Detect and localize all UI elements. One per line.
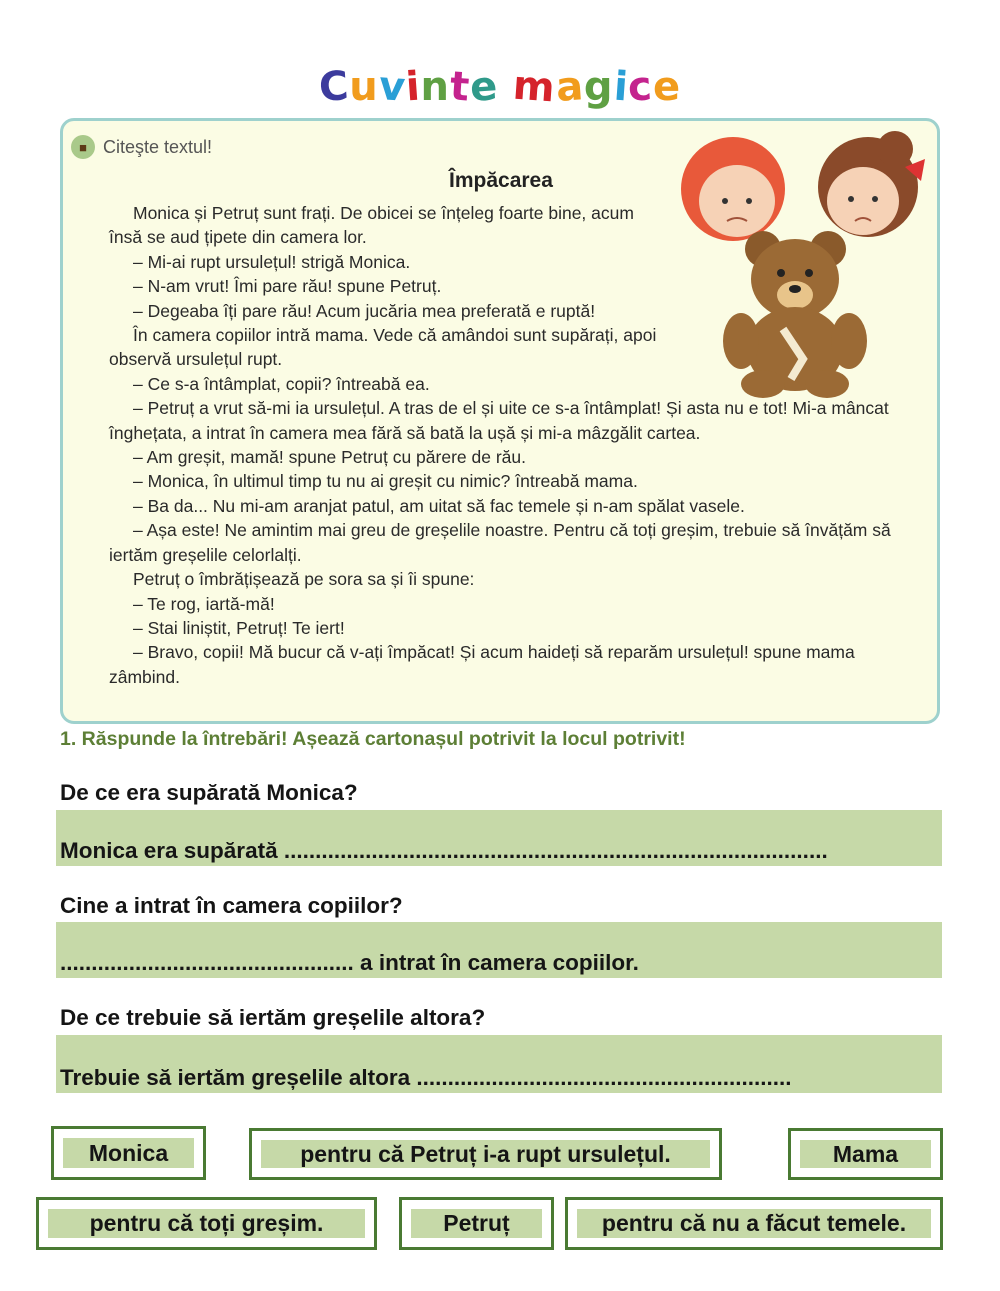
- title-letter: g: [583, 64, 614, 110]
- card-mama[interactable]: [788, 1128, 943, 1180]
- card-label: pentru că toți greșim.: [48, 1209, 365, 1238]
- title-letter: C: [317, 62, 351, 112]
- story-paragraph: În camera copiilor intră mama. Vede că amândoi sunt supărați, apoi observă ursulețul rupt.: [109, 325, 657, 370]
- title-letter: e: [468, 63, 500, 111]
- title-letter: e: [652, 64, 682, 110]
- story-paragraph: – Bravo, copii! Mă bucur că v-ați împăcat! Și acum haideți să reparăm ursulețul! spune mama zâmbind.: [109, 642, 855, 687]
- card-label: pentru că nu a făcut temele.: [577, 1209, 931, 1238]
- reading-label-text: Citeşte textul!: [103, 136, 213, 157]
- story-paragraph: – Petruț a vrut să-mi ia ursulețul. A tras de el și uite ce s-a întâmplat! Și asta nu e tot! Mi-a mâncat înghețata, a intrat în camera mea fără să bată la ușă și mi-a mâzgălit cartea.: [109, 398, 889, 443]
- title-letter: c: [626, 63, 655, 111]
- story-paragraph: – Așa este! Ne amintim mai greu de greșelile noastre. Pentru că toți greșim, trebuie să învățăm să iertăm greșelile celorlalți.: [109, 520, 891, 565]
- reading-panel: [60, 118, 940, 724]
- answer-slot-3[interactable]: Trebuie să iertăm greșelile altora ............................................................: [56, 1035, 942, 1093]
- story-paragraph: – Stai liniștit, Petruț! Te iert!: [133, 617, 345, 638]
- story-paragraph: – Ce s-a întâmplat, copii? întreabă ea.: [133, 373, 430, 394]
- title-letter: t: [448, 63, 472, 111]
- page-title: [0, 64, 1000, 110]
- title-letter: i: [404, 63, 423, 111]
- story-paragraph: – Ba da... Nu mi-am aranjat patul, am uitat să fac temele și n-am spălat vasele.: [133, 495, 745, 516]
- story-paragraph: – Degeaba îți pare rău! Acum jucăria mea preferată e ruptă!: [133, 300, 596, 321]
- story-title: Împăcarea: [449, 169, 553, 192]
- title-letter: n: [420, 64, 450, 110]
- title-letter: u: [349, 64, 379, 110]
- card-teddy-reason[interactable]: [249, 1128, 722, 1180]
- card-label: Petruț: [411, 1209, 542, 1238]
- story-paragraph: Monica și Petruț sunt frați. De obicei se înțeleg foarte bine, acum însă se aud țipete din camera lor.: [109, 203, 634, 248]
- answer-slot-2[interactable]: ............................................... a intrat în camera copiilor.: [56, 922, 942, 978]
- story-paragraph: – Am greșit, mamă! spune Petruț cu părere de rău.: [133, 447, 526, 468]
- title-letter: a: [554, 63, 586, 111]
- story-paragraph: – N-am vrut! Îmi pare rău! spune Petruț.: [133, 276, 442, 297]
- title-letter: i: [611, 63, 630, 111]
- card-label: pentru că Petruț i-a rupt ursulețul.: [261, 1140, 710, 1168]
- reading-instruction: [71, 135, 212, 159]
- card-monica[interactable]: [51, 1126, 206, 1180]
- story-paragraph: Petruț o îmbrățișează pe sora sa și îi spune:: [133, 569, 475, 590]
- answer-slot-1[interactable]: Monica era supărată .......................................................................................: [56, 810, 942, 866]
- card-label: Monica: [63, 1138, 194, 1168]
- card-homework-reason[interactable]: [565, 1197, 943, 1250]
- story-paragraph: – Te rog, iartă-mă!: [133, 593, 275, 614]
- card-petrut[interactable]: [399, 1197, 554, 1250]
- question-1: De ce era supărată Monica?: [60, 780, 358, 805]
- question-3: De ce trebuie să iertăm greșelile altora?: [60, 1005, 486, 1030]
- story-paragraph: – Monica, în ultimul timp tu nu ai greșit cu nimic? întreabă mama.: [133, 471, 638, 492]
- title-letter: m: [511, 62, 558, 112]
- task-instruction: 1. Răspunde la întrebări! Așează cartonașul potrivit la locul potrivit!: [60, 728, 686, 750]
- question-2: Cine a intrat în camera copiilor?: [60, 893, 403, 918]
- story-paragraph: – Mi-ai rupt ursulețul! strigă Monica.: [133, 251, 411, 272]
- book-icon: ■: [71, 135, 95, 159]
- card-label: Mama: [800, 1140, 931, 1168]
- story-text: [109, 201, 924, 689]
- card-everyone-errs[interactable]: [36, 1197, 377, 1250]
- title-letter: v: [377, 63, 408, 111]
